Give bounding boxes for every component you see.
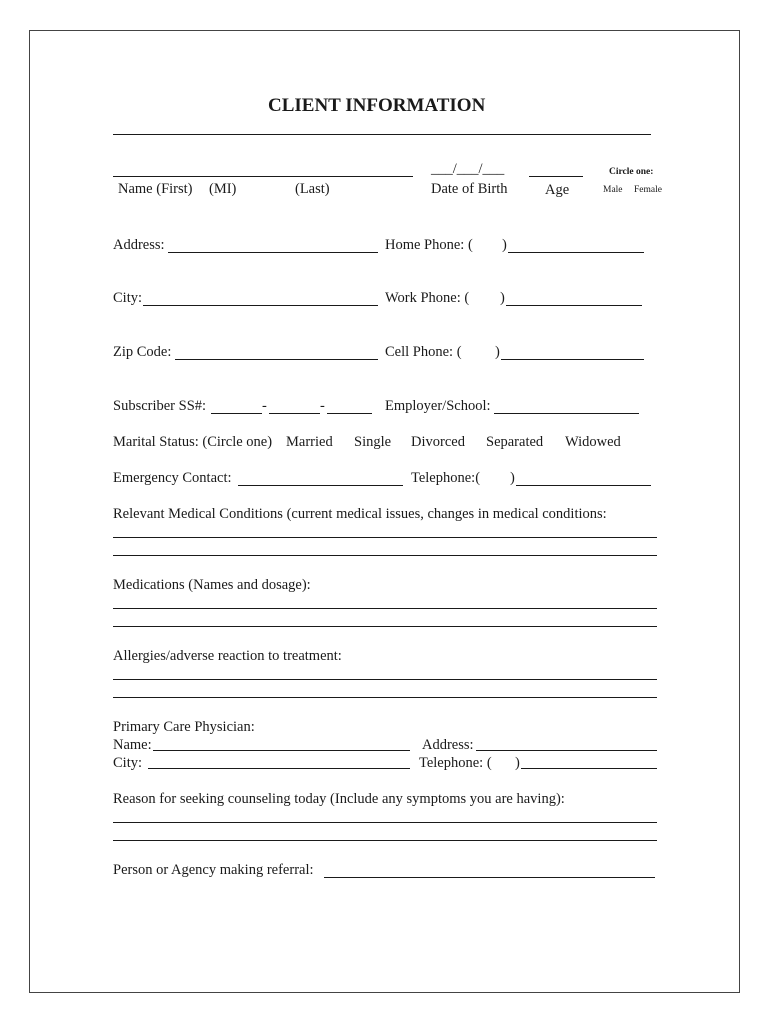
employer-field[interactable] — [494, 401, 639, 414]
pcp-city-label: City: — [113, 755, 143, 771]
marital-option-widowed[interactable]: Widowed — [565, 434, 621, 450]
work-phone-paren: ) — [500, 290, 505, 306]
referral-field[interactable] — [324, 865, 655, 878]
home-phone-field[interactable] — [508, 240, 644, 253]
address-field[interactable] — [168, 240, 378, 253]
work-phone-field[interactable] — [506, 293, 642, 306]
medical-conditions-line-1[interactable] — [113, 525, 657, 538]
title-underline — [113, 134, 651, 135]
marital-status-label: Marital Status: (Circle one) — [113, 434, 273, 450]
allergies-line-2[interactable] — [113, 685, 657, 698]
marital-option-single[interactable]: Single — [354, 434, 392, 450]
gender-female-option[interactable]: Female — [634, 185, 662, 195]
medications-line-1[interactable] — [113, 596, 657, 609]
medications-line-2[interactable] — [113, 614, 657, 627]
medical-conditions-label: Relevant Medical Conditions (current medical issues, changes in medical conditions: — [113, 506, 607, 522]
name-first-label: Name (First) — [118, 181, 193, 197]
emergency-telephone-label: Telephone:( — [411, 470, 481, 486]
home-phone-paren: ) — [502, 237, 507, 253]
medications-label: Medications (Names and dosage): — [113, 577, 311, 593]
age-field[interactable] — [529, 164, 583, 177]
emergency-contact-label: Emergency Contact: — [113, 470, 232, 486]
name-field[interactable] — [113, 164, 413, 177]
allergies-label: Allergies/adverse reaction to treatment: — [113, 648, 342, 664]
ss-part3-field[interactable] — [327, 401, 372, 414]
form-title: CLIENT INFORMATION — [268, 95, 486, 116]
ss-dash-1: - — [262, 398, 267, 414]
gender-male-option[interactable]: Male — [603, 185, 623, 195]
city-label: City: — [113, 290, 143, 306]
zip-field[interactable] — [175, 347, 378, 360]
ss-part2-field[interactable] — [269, 401, 320, 414]
marital-option-married[interactable]: Married — [286, 434, 333, 450]
pcp-telephone-label: Telephone: ( — [419, 755, 492, 771]
cell-phone-label: Cell Phone: ( — [385, 344, 462, 360]
pcp-city-field[interactable] — [148, 756, 410, 769]
pcp-label: Primary Care Physician: — [113, 719, 255, 735]
allergies-line-1[interactable] — [113, 667, 657, 680]
city-field[interactable] — [143, 293, 378, 306]
referral-label: Person or Agency making referral: — [113, 862, 314, 878]
medical-conditions-line-2[interactable] — [113, 543, 657, 556]
marital-option-divorced[interactable]: Divorced — [411, 434, 465, 450]
employer-label: Employer/School: — [385, 398, 491, 414]
pcp-address-field[interactable] — [476, 738, 657, 751]
age-label: Age — [545, 182, 570, 198]
emergency-telephone-paren: ) — [510, 470, 515, 486]
work-phone-label: Work Phone: ( — [385, 290, 470, 306]
ss-dash-2: - — [320, 398, 325, 414]
pcp-telephone-field[interactable] — [521, 756, 657, 769]
name-mi-label: (MI) — [209, 181, 237, 197]
pcp-address-label: Address: — [422, 737, 474, 753]
subscriber-ss-label: Subscriber SS#: — [113, 398, 207, 414]
circle-one-label: Circle one: — [609, 167, 654, 177]
cell-phone-paren: ) — [495, 344, 500, 360]
zip-label: Zip Code: — [113, 344, 172, 360]
emergency-telephone-field[interactable] — [516, 473, 651, 486]
home-phone-label: Home Phone: ( — [385, 237, 473, 253]
address-label: Address: — [113, 237, 165, 253]
cell-phone-field[interactable] — [501, 347, 644, 360]
pcp-telephone-paren: ) — [515, 755, 520, 771]
pcp-name-field[interactable] — [153, 738, 410, 751]
reason-line-1[interactable] — [113, 810, 657, 823]
emergency-contact-field[interactable] — [238, 473, 403, 486]
reason-line-2[interactable] — [113, 828, 657, 841]
dob-label: Date of Birth — [431, 181, 508, 197]
marital-option-separated[interactable]: Separated — [486, 434, 544, 450]
ss-part1-field[interactable] — [211, 401, 262, 414]
pcp-name-label: Name: — [113, 737, 152, 753]
dob-field[interactable]: ___/___/___ — [431, 161, 505, 177]
name-last-label: (Last) — [295, 181, 330, 197]
reason-label: Reason for seeking counseling today (Include any symptoms you are having): — [113, 791, 565, 807]
